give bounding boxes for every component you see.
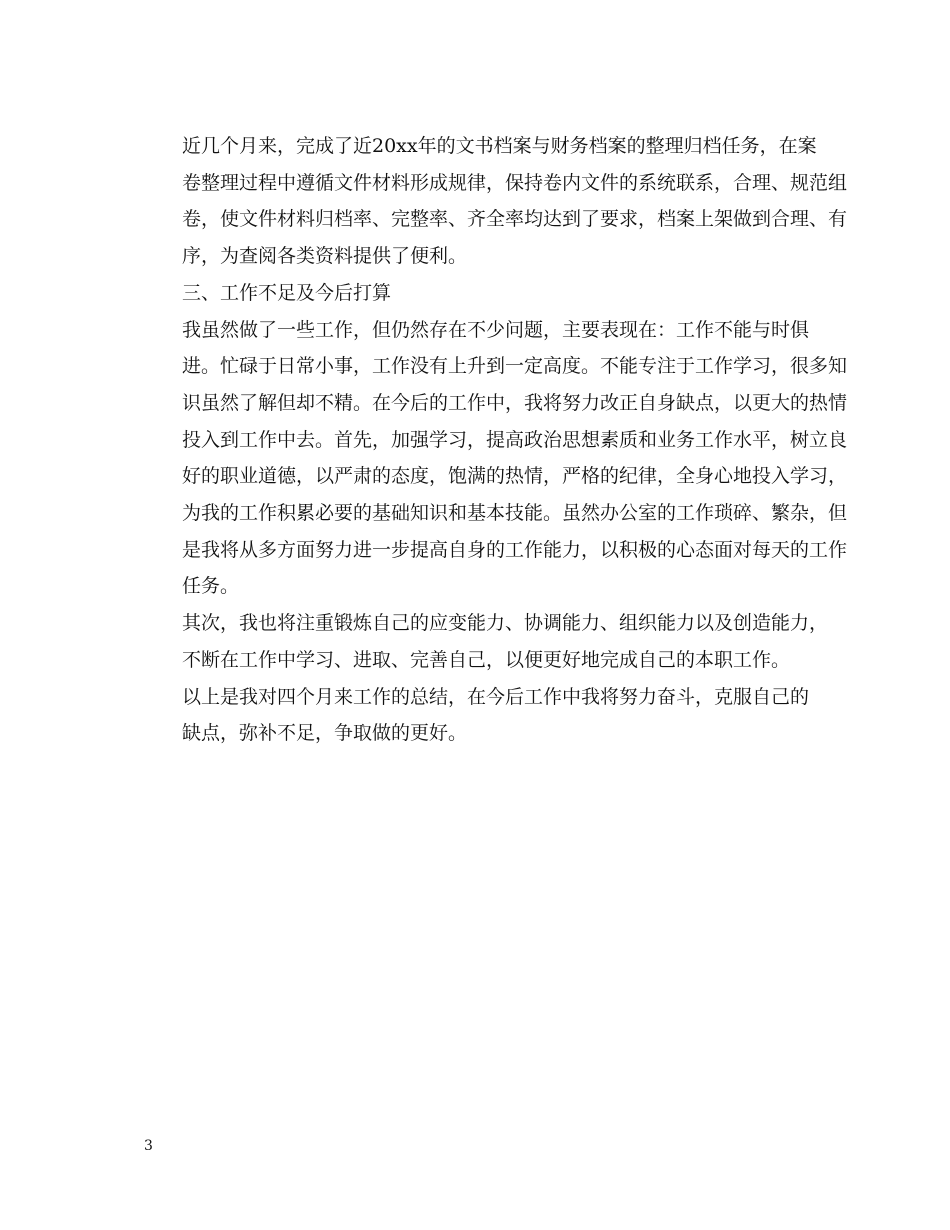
page-number: 3	[144, 1138, 153, 1154]
text-line: 其次，我也将注重锻炼自己的应变能力、协调能力、组织能力以及创造能力，	[182, 612, 829, 635]
text-line: 以上是我对四个月来工作的总结，在今后工作中我将努力奋斗，克服自己的	[182, 685, 810, 708]
text-line: 缺点，弥补不足，争取做的更好。	[182, 722, 468, 745]
document-body	[144, 128, 848, 752]
paragraph-archive-work	[144, 128, 848, 275]
paragraph-improvement	[144, 605, 829, 678]
text-line: 任务。	[182, 575, 240, 598]
text-line: 识虽然了解但却不精。在今后的工作中，我将努力改正自身缺点，以更大的热情	[182, 391, 848, 414]
paragraph-shortcomings	[144, 312, 848, 606]
text-line: 近几个月来，完成了近20xx年的文书档案与财务档案的整理归档任务，在案	[182, 135, 817, 157]
text-line: 我虽然做了一些工作，但仍然存在不少问题，主要表现在：工作不能与时俱	[182, 318, 810, 341]
text-line: 是我将从多方面努力进一步提高自身的工作能力，以积极的心态面对每天的工作	[182, 538, 848, 561]
heading-text: 三、工作不足及今后打算	[182, 281, 392, 304]
text-line: 好的职业道德，以严肃的态度，饱满的热情，严格的纪律，全身心地投入学习，	[182, 465, 848, 488]
paragraph-conclusion	[144, 679, 810, 752]
text-line: 投入到工作中去。首先，加强学习，提高政治思想素质和业务工作水平，树立良	[182, 428, 848, 451]
text-line: 序，为查阅各类资料提供了便利。	[182, 245, 468, 268]
text-line: 不断在工作中学习、进取、完善自己，以便更好地完成自己的本职工作。	[182, 648, 791, 671]
text-line: 卷整理过程中遵循文件材料形成规律，保持卷内文件的系统联系，合理、规范组	[182, 171, 848, 194]
text-line: 进。忙碌于日常小事，工作没有上升到一定高度。不能专注于工作学习，很多知	[182, 355, 848, 378]
section-heading	[144, 275, 804, 312]
text-line: 为我的工作积累必要的基础知识和基本技能。虽然办公室的工作琐碎、繁杂，但	[182, 502, 848, 525]
text-line: 卷，使文件材料归档率、完整率、齐全率均达到了要求，档案上架做到合理、有	[182, 208, 848, 231]
